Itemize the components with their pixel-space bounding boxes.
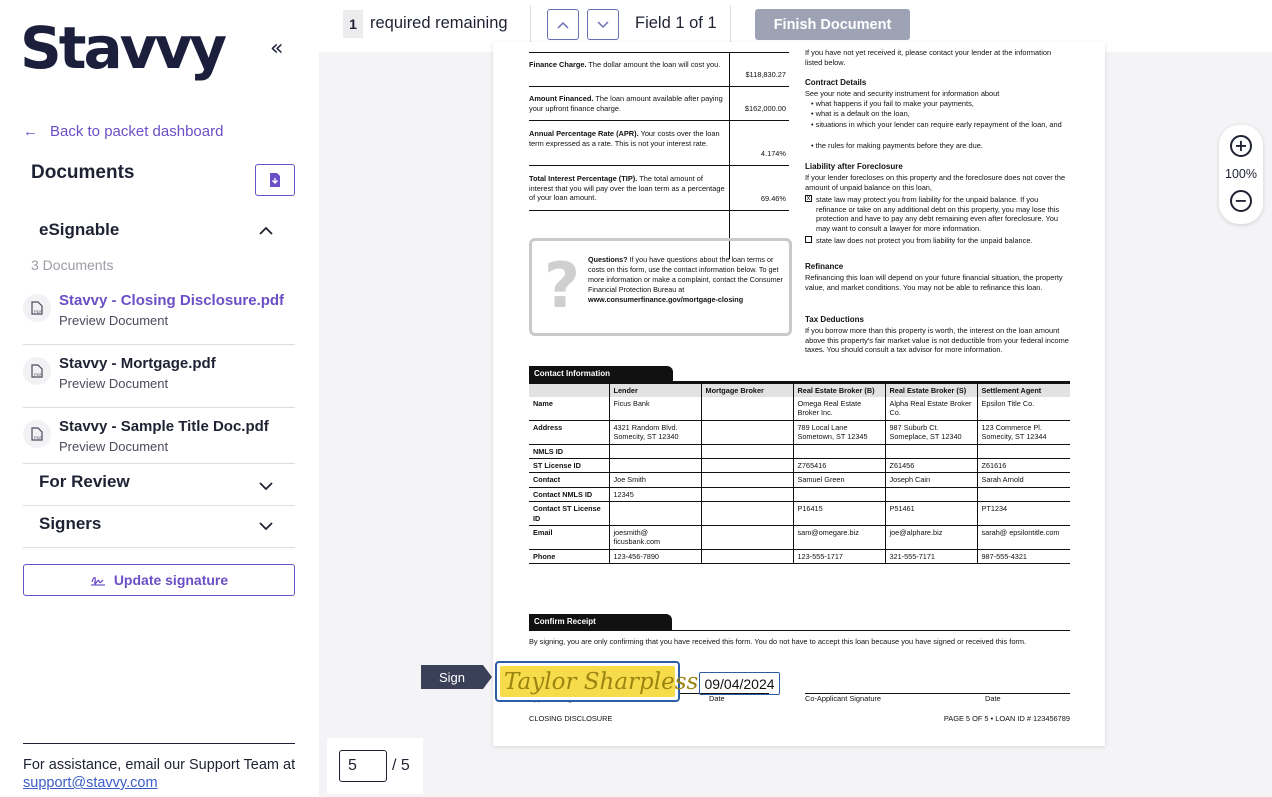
signature-label: Co-Applicant Signature xyxy=(805,694,882,703)
row-label: Phone xyxy=(529,549,609,563)
cost-value: $118,830.27 xyxy=(745,70,786,79)
table-cell: Z61616 xyxy=(977,459,1070,473)
contract-item: • what happens if you fail to make your payments, xyxy=(811,99,974,108)
column-header: Mortgage Broker xyxy=(701,384,793,398)
table-cell: Z765416 xyxy=(793,459,885,473)
table-row xyxy=(529,473,1070,487)
divider xyxy=(23,407,295,408)
question-mark-icon: ? xyxy=(544,249,580,322)
table-row xyxy=(529,549,1070,563)
back-to-dashboard-link[interactable] xyxy=(23,123,223,140)
table-cell xyxy=(885,444,977,458)
page-number-input[interactable] xyxy=(339,750,387,782)
contract-details-title: Contract Details xyxy=(805,78,867,87)
cost-label: Finance Charge. The dollar amount the loan will cost you. xyxy=(529,60,721,69)
column-header: Real Estate Broker (B) xyxy=(793,384,885,398)
finish-document-button[interactable]: Finish Document xyxy=(755,9,910,40)
document-item[interactable] xyxy=(23,355,295,395)
questions-box xyxy=(529,238,792,336)
questions-text: Questions? If you have questions about the loan terms or costs on this form, use the contact information below. To get more information or make a complaint, contact the Consumer Financial Protection Bureau at www.consumerfinance.gov/mortgage-closing xyxy=(588,255,783,304)
contract-intro: See your note and security instrument for information about xyxy=(805,89,1000,98)
table-cell xyxy=(793,444,885,458)
signature-field[interactable] xyxy=(495,661,699,702)
column-header: Lender xyxy=(609,384,701,398)
divider xyxy=(730,5,731,43)
document-item[interactable] xyxy=(23,418,295,458)
table-row xyxy=(529,459,1070,473)
chevron-down-icon xyxy=(597,21,609,29)
table-cell: P16415 xyxy=(793,502,885,526)
table-cell: joe@alphare.biz xyxy=(885,526,977,550)
document-name: Stavvy - Closing Disclosure.pdf xyxy=(59,292,285,309)
cost-label: Amount Financed. The loan amount available after paying your upfront finance charge. xyxy=(529,94,723,113)
divider xyxy=(529,630,1070,631)
table-cell xyxy=(609,502,701,526)
chevron-up-icon[interactable] xyxy=(258,223,274,239)
table-cell: sarah@ epsilontitle.com xyxy=(977,526,1070,550)
chevron-down-icon[interactable] xyxy=(258,518,274,534)
svg-text:PDF: PDF xyxy=(34,372,42,377)
back-link-label: Back to packet dashboard xyxy=(50,123,224,140)
tax-title: Tax Deductions xyxy=(805,315,864,324)
row-label: Name xyxy=(529,397,609,420)
row-label: Contact NMLS ID xyxy=(529,487,609,501)
download-icon xyxy=(268,172,282,188)
preview-document-link[interactable]: Preview Document xyxy=(59,439,169,454)
section-signers[interactable]: Signers xyxy=(39,514,102,533)
svg-text:PDF: PDF xyxy=(34,435,42,440)
update-signature-label: Update signature xyxy=(113,572,229,588)
documents-heading: Documents xyxy=(31,162,135,183)
table-cell: 123-555-1717 xyxy=(793,549,885,563)
document-count: 3 Documents xyxy=(31,257,114,273)
table-cell xyxy=(609,444,701,458)
cost-value: $162,000.00 xyxy=(744,104,786,113)
previous-field-button[interactable] xyxy=(547,9,579,40)
row-label: Contact ST License ID xyxy=(529,502,609,526)
tax-text: If you borrow more than this property is worth, the interest on the loan amount above this property's fair market value is not deductible from your federal income taxes. You should consult a tax advisor for more information. xyxy=(805,326,1069,355)
svg-text:PDF: PDF xyxy=(34,309,42,314)
field-counter: Field 1 of 1 xyxy=(635,14,717,32)
table-cell: Epsilon Title Co. xyxy=(977,397,1070,420)
page-navigator xyxy=(327,738,423,794)
sidebar xyxy=(0,0,319,797)
table-cell xyxy=(977,444,1070,458)
document-item[interactable] xyxy=(23,292,295,332)
divider xyxy=(529,210,789,211)
row-label: ST License ID xyxy=(529,459,609,473)
required-count-badge: 1 xyxy=(343,10,363,38)
table-cell: 321-555-7171 xyxy=(885,549,977,563)
table-cell xyxy=(701,473,793,487)
date-label: Date xyxy=(985,694,1001,703)
table-cell xyxy=(885,487,977,501)
support-email-link[interactable]: support@stavvy.com xyxy=(23,775,158,791)
table-cell: Z61456 xyxy=(885,459,977,473)
divider xyxy=(23,743,295,744)
top-note: If you have not yet received it, please contact your lender at the information listed below. xyxy=(805,48,1052,67)
section-esignable[interactable]: eSignable xyxy=(39,220,120,239)
collapse-sidebar-icon[interactable]: « xyxy=(270,36,284,61)
table-cell: Sarah Arnold xyxy=(977,473,1070,487)
table-cell xyxy=(701,487,793,501)
confirm-receipt-heading: Confirm Receipt xyxy=(529,614,672,630)
table-cell: Joseph Cain xyxy=(885,473,977,487)
zoom-out-icon[interactable]: − xyxy=(1230,190,1252,212)
divider xyxy=(530,5,531,43)
table-row xyxy=(529,397,1070,420)
update-signature-button[interactable] xyxy=(23,564,295,596)
signature-icon xyxy=(90,573,106,587)
date-field[interactable]: 09/04/2024 xyxy=(699,672,780,695)
table-cell xyxy=(609,459,701,473)
footer-left: CLOSING DISCLOSURE xyxy=(529,714,613,723)
document-viewer[interactable] xyxy=(319,48,1272,797)
next-field-button[interactable] xyxy=(587,9,619,40)
table-cell xyxy=(793,487,885,501)
support-message: For assistance, email our Support Team at xyxy=(23,757,296,773)
table-cell: Ficus Bank xyxy=(609,397,701,420)
row-label: Address xyxy=(529,420,609,444)
document-name: Stavvy - Mortgage.pdf xyxy=(59,355,216,372)
column-header: Settlement Agent xyxy=(977,384,1070,398)
signature-value: Taylor Sharpless xyxy=(500,666,675,697)
divider xyxy=(529,165,789,166)
table-cell: 123 Commerce Pl. Somecity, ST 12344 xyxy=(977,420,1070,444)
table-row xyxy=(529,444,1070,458)
cost-value: 69.46% xyxy=(760,194,786,203)
required-remaining-label: required remaining xyxy=(370,14,508,32)
contract-item: • situations in which your lender can require early repayment of the loan, and xyxy=(811,120,1062,129)
contract-item: • what is a default on the loan, xyxy=(811,109,910,118)
refinance-text: Refinancing this loan will depend on your future financial situation, the property value, and market conditions. You may not be able to refinance this loan. xyxy=(805,273,1063,292)
table-row xyxy=(529,420,1070,444)
table-cell xyxy=(701,397,793,420)
arrow-left-icon: ← xyxy=(23,123,38,140)
checkbox-icon xyxy=(805,236,812,243)
contact-table xyxy=(529,383,1070,564)
pdf-file-icon xyxy=(23,420,51,448)
divider xyxy=(23,344,295,345)
table-cell xyxy=(701,459,793,473)
liability-title: Liability after Foreclosure xyxy=(805,162,903,171)
table-cell: joesmith@ ficusbank.com xyxy=(609,526,701,550)
table-row xyxy=(529,502,1070,526)
table-cell: 987 Suburb Ct. Someplace, ST 12340 xyxy=(885,420,977,444)
table-cell: Joe Smith xyxy=(609,473,701,487)
sign-tag[interactable]: Sign xyxy=(421,665,483,689)
zoom-control xyxy=(1219,125,1263,224)
liability-option: x state law may protect you from liability for the unpaid balance. If you refinance or take on any additional debt on this property, you may lose this protection and have to pay any debt remaining even after foreclosure. You may want to consult a lawyer for more information. xyxy=(806,195,1060,233)
table-cell: 987-555-4321 xyxy=(977,549,1070,563)
table-cell: P51461 xyxy=(885,502,977,526)
contract-item: • the rules for making payments before they are due. xyxy=(811,141,983,150)
table-cell xyxy=(701,444,793,458)
row-label: Email xyxy=(529,526,609,550)
table-header-row xyxy=(529,384,1070,398)
column-header: Real Estate Broker (S) xyxy=(885,384,977,398)
table-cell: 4321 Random Blvd. Somecity, ST 12340 xyxy=(609,420,701,444)
divider xyxy=(529,52,789,53)
contact-info-heading: Contact Information xyxy=(529,366,673,382)
table-cell: 789 Local Lane Sometown, ST 12345 xyxy=(793,420,885,444)
stavvy-logo: Stavvy xyxy=(20,14,225,82)
chevron-up-icon xyxy=(557,21,569,29)
table-cell xyxy=(701,549,793,563)
table-cell: sam@omegare.biz xyxy=(793,526,885,550)
download-button[interactable] xyxy=(255,164,295,196)
date-label: Date xyxy=(709,694,725,703)
section-for-review[interactable]: For Review xyxy=(39,472,130,491)
pdf-file-icon xyxy=(23,294,51,322)
table-cell xyxy=(701,502,793,526)
row-label: Contact xyxy=(529,473,609,487)
table-cell xyxy=(701,420,793,444)
liability-intro: If your lender forecloses on this property and the foreclosure does not cover the amount of unpaid balance on this loan, xyxy=(805,173,1066,192)
table-cell: 123-456-7890 xyxy=(609,549,701,563)
zoom-in-icon[interactable]: + xyxy=(1230,135,1252,157)
table-cell xyxy=(977,487,1070,501)
divider xyxy=(529,120,789,121)
divider xyxy=(529,86,789,87)
chevron-down-icon[interactable] xyxy=(258,478,274,494)
divider xyxy=(23,463,295,464)
column-header xyxy=(529,384,609,398)
footer-right: PAGE 5 OF 5 • LOAN ID # 123456789 xyxy=(943,714,1070,723)
row-label: NMLS ID xyxy=(529,444,609,458)
refinance-title: Refinance xyxy=(805,262,844,271)
page-total: / 5 xyxy=(392,757,410,774)
checkbox-checked-icon: x xyxy=(806,195,811,202)
table-cell: Samuel Green xyxy=(793,473,885,487)
confirm-text: By signing, you are only confirming that you have received this form. You do not have to accept this loan because you have signed or received this form. xyxy=(529,637,1027,646)
table-cell: PT1234 xyxy=(977,502,1070,526)
preview-document-link[interactable]: Preview Document xyxy=(59,376,169,391)
cost-value: 4.174% xyxy=(760,149,786,158)
pdf-file-icon xyxy=(23,357,51,385)
table-cell xyxy=(701,526,793,550)
table-row xyxy=(529,487,1070,501)
preview-document-link[interactable]: Preview Document xyxy=(59,313,169,328)
liability-option: state law does not protect you from liability for the unpaid balance. xyxy=(805,236,1070,246)
zoom-level: 100% xyxy=(1225,167,1257,181)
divider xyxy=(23,547,295,548)
document-page xyxy=(493,42,1105,746)
document-name: Stavvy - Sample Title Doc.pdf xyxy=(59,418,269,435)
cost-label: Annual Percentage Rate (APR). Your costs over the loan term expressed as a rate. This is not your interest rate. xyxy=(529,129,720,148)
table-cell: 12345 xyxy=(609,487,701,501)
cost-label: Total Interest Percentage (TIP). The total amount of interest that you will pay over the loan term as a percentage of your loan amount. xyxy=(529,174,725,203)
table-cell: Omega Real Estate Broker Inc. xyxy=(793,397,885,420)
support-text xyxy=(23,756,303,792)
table-row xyxy=(529,526,1070,550)
table-cell: Alpha Real Estate Broker Co. xyxy=(885,397,977,420)
divider xyxy=(23,505,295,506)
